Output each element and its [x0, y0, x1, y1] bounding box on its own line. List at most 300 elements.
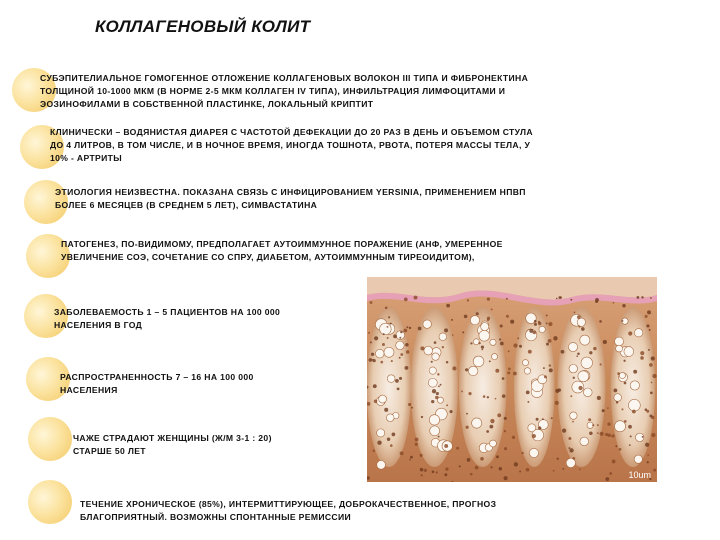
nucleus-dot: [436, 392, 439, 395]
nucleus-dot: [499, 467, 502, 470]
goblet-cell: [468, 366, 478, 376]
nucleus-dot: [558, 296, 561, 299]
nucleus-dot: [431, 400, 434, 403]
nucleus-dot: [413, 296, 417, 300]
nucleus-dot: [514, 344, 518, 348]
nucleus-dot: [496, 455, 499, 458]
nucleus-dot: [621, 320, 623, 322]
nucleus-dot: [431, 361, 433, 363]
nucleus-dot: [562, 468, 564, 470]
nucleus-dot: [573, 377, 575, 379]
nucleus-dot: [489, 425, 493, 429]
nucleus-dot: [507, 371, 510, 374]
nucleus-dot: [561, 350, 565, 354]
goblet-cell: [628, 399, 640, 411]
nucleus-dot: [519, 345, 522, 348]
nucleus-dot: [406, 350, 409, 353]
nucleus-dot: [538, 321, 540, 323]
nucleus-dot: [574, 312, 576, 314]
nucleus-dot: [510, 320, 514, 324]
nucleus-dot: [613, 302, 615, 304]
nucleus-dot: [628, 331, 632, 335]
nucleus-dot: [482, 349, 484, 351]
bullet-text: ТЕЧЕНИЕ ХРОНИЧЕСКОЕ (85%), ИНТЕРМИТТИРУЮЩЕЕ, ДОБРОКАЧЕСТВЕННОЕ, ПРОГНОЗ БЛАГОПРИЯТНЫЙ. ВОЗМОЖНЫ СПОНТАННЫЕ РЕМИССИИ: [80, 499, 497, 522]
nucleus-dot: [390, 323, 392, 325]
bullet-circle-icon: [28, 480, 72, 524]
nucleus-dot: [623, 360, 625, 362]
nucleus-dot: [368, 332, 370, 334]
goblet-cell: [473, 339, 479, 345]
nucleus-dot: [420, 468, 424, 472]
nucleus-dot: [462, 331, 464, 333]
goblet-cell: [380, 323, 392, 335]
nucleus-dot: [420, 346, 424, 350]
nucleus-dot: [399, 337, 401, 339]
nucleus-dot: [405, 366, 409, 370]
goblet-cell: [566, 458, 575, 467]
nucleus-dot: [405, 343, 409, 347]
nucleus-dot: [400, 331, 402, 333]
goblet-cell: [439, 333, 447, 341]
histology-micrograph: [367, 277, 657, 482]
nucleus-dot: [512, 436, 515, 439]
nucleus-dot: [487, 298, 490, 301]
nucleus-dot: [387, 337, 389, 339]
goblet-cell: [491, 354, 497, 360]
nucleus-dot: [600, 363, 602, 365]
nucleus-dot: [568, 437, 571, 440]
nucleus-dot: [436, 471, 438, 473]
nucleus-dot: [521, 452, 523, 454]
goblet-cell: [377, 461, 386, 470]
nucleus-dot: [418, 327, 422, 331]
nucleus-dot: [570, 299, 572, 301]
goblet-cell: [580, 335, 590, 345]
nucleus-dot: [544, 375, 547, 378]
bullet-circle-icon: [28, 417, 72, 461]
goblet-cell: [634, 455, 642, 463]
nucleus-dot: [444, 444, 448, 448]
nucleus-dot: [651, 356, 655, 360]
nucleus-dot: [502, 377, 505, 380]
goblet-cell: [429, 415, 439, 425]
nucleus-dot: [553, 470, 555, 472]
nucleus-dot: [576, 355, 578, 357]
nucleus-dot: [589, 431, 593, 435]
nucleus-dot: [399, 357, 401, 359]
nucleus-dot: [546, 343, 549, 346]
nucleus-dot: [650, 392, 653, 395]
nucleus-dot: [371, 353, 374, 356]
nucleus-dot: [624, 382, 627, 385]
nucleus-dot: [487, 396, 489, 398]
nucleus-dot: [465, 368, 468, 371]
goblet-cell: [616, 345, 623, 352]
goblet-cell: [615, 337, 624, 346]
nucleus-dot: [409, 327, 411, 329]
nucleus-dot: [420, 454, 423, 457]
nucleus-dot: [421, 416, 423, 418]
goblet-cell: [619, 372, 625, 378]
nucleus-dot: [624, 420, 627, 423]
nucleus-dot: [440, 384, 442, 386]
nucleus-dot: [617, 372, 620, 375]
nucleus-dot: [452, 366, 456, 370]
goblet-cell: [524, 368, 530, 374]
goblet-cell: [615, 421, 626, 432]
nucleus-dot: [600, 432, 604, 436]
nucleus-dot: [480, 457, 484, 461]
nucleus-dot: [548, 322, 552, 326]
nucleus-dot: [404, 298, 408, 302]
goblet-cell: [424, 346, 433, 355]
nucleus-dot: [549, 364, 551, 366]
nucleus-dot: [372, 450, 374, 452]
nucleus-dot: [434, 341, 437, 344]
nucleus-dot: [495, 398, 497, 400]
bullet-text: КЛИНИЧЕСКИ – ВОДЯНИСТАЯ ДИАРЕЯ С ЧАСТОТОЙ ДЕФЕКАЦИИ ДО 20 РАЗ В ДЕНЬ И ОБЪЕМОМ СТУЛА ДО 4 ЛИТРОВ, В ТОМ ЧИСЛЕ, И В НОЧНОЕ ВРЕМЯ, ИНОГДА ТОШНОТА, РВОТА, ПОТЕРЯ МАССЫ ТЕЛА, У 10% - АРТРИТЫ: [50, 127, 533, 163]
nucleus-dot: [621, 408, 623, 410]
nucleus-dot: [615, 445, 617, 447]
scale-bar-label: 10um: [628, 470, 651, 480]
nucleus-dot: [446, 361, 448, 363]
nucleus-dot: [647, 310, 651, 314]
nucleus-dot: [647, 461, 649, 463]
nucleus-dot: [506, 298, 508, 300]
nucleus-dot: [645, 315, 648, 318]
nucleus-dot: [438, 385, 440, 387]
nucleus-dot: [636, 296, 639, 299]
slide-title: КОЛЛАГЕНОВЫЙ КОЛИТ: [95, 17, 311, 36]
nucleus-dot: [588, 418, 591, 421]
nucleus-dot: [649, 415, 652, 418]
nucleus-dot: [607, 422, 610, 425]
nucleus-dot: [502, 394, 505, 397]
nucleus-dot: [470, 342, 472, 344]
nucleus-dot: [449, 410, 452, 413]
nucleus-dot: [597, 396, 601, 400]
goblet-cell: [429, 367, 436, 374]
bullet-text: СУБЭПИТЕЛИАЛЬНОЕ ГОМОГЕННОЕ ОТЛОЖЕНИЕ КОЛЛАГЕНОВЫХ ВОЛОКОН III ТИПА И ФИБРОНЕКТИНА ТОЛЩИНОЙ 10-1000 МКМ (В НОРМЕ 2-5 МКМ КОЛЛАГЕН IV ТИПА), ИНФИЛЬТРАЦИЯ ЛИМФОЦИТАМИ И ЭОЗИНОФИЛАМИ В СОБСТВЕННОЙ ПЛАСТИНКЕ, ЛОКАЛЬНЫЙ КРИПТИТ: [40, 73, 529, 109]
nucleus-dot: [579, 469, 581, 471]
goblet-cell: [490, 440, 497, 447]
nucleus-dot: [478, 342, 480, 344]
nucleus-dot: [406, 326, 408, 328]
goblet-cell: [473, 356, 484, 367]
nucleus-dot: [612, 460, 616, 464]
nucleus-dot: [646, 324, 649, 327]
goblet-cell: [423, 320, 431, 328]
nucleus-dot: [548, 339, 552, 343]
nucleus-dot: [476, 312, 479, 315]
nucleus-dot: [374, 336, 378, 340]
nucleus-dot: [442, 346, 444, 348]
nucleus-dot: [400, 353, 403, 356]
nucleus-dot: [581, 327, 585, 331]
nucleus-dot: [491, 466, 493, 468]
nucleus-dot: [641, 296, 643, 298]
nucleus-dot: [616, 401, 618, 403]
goblet-cell: [569, 364, 578, 373]
goblet-cell: [624, 347, 634, 357]
goblet-cell: [568, 342, 577, 351]
nucleus-dot: [573, 457, 576, 460]
nucleus-dot: [392, 433, 396, 437]
goblet-cell: [614, 394, 622, 402]
nucleus-dot: [504, 476, 508, 480]
nucleus-dot: [387, 438, 390, 441]
nucleus-dot: [504, 417, 507, 420]
nucleus-dot: [391, 360, 393, 362]
nucleus-dot: [377, 440, 381, 444]
nucleus-dot: [397, 387, 400, 390]
nucleus-dot: [640, 356, 644, 360]
nucleus-dot: [605, 477, 609, 481]
nucleus-dot: [410, 456, 413, 459]
nucleus-dot: [415, 438, 419, 442]
nucleus-dot: [420, 474, 422, 476]
histology-image: [367, 277, 657, 482]
nucleus-dot: [542, 418, 544, 420]
goblet-cell: [387, 375, 395, 383]
nucleus-dot: [568, 447, 570, 449]
nucleus-dot: [572, 421, 574, 423]
nucleus-dot: [445, 467, 448, 470]
nucleus-dot: [557, 458, 559, 460]
nucleus-dot: [527, 401, 529, 403]
nucleus-dot: [630, 435, 632, 437]
nucleus-dot: [464, 315, 468, 319]
nucleus-dot: [504, 447, 507, 450]
nucleus-dot: [619, 448, 622, 451]
nucleus-dot: [370, 301, 373, 304]
nucleus-dot: [609, 472, 612, 475]
goblet-cell: [386, 414, 394, 422]
goblet-cell: [377, 429, 385, 437]
nucleus-dot: [403, 329, 407, 333]
nucleus-dot: [556, 298, 558, 300]
nucleus-dot: [578, 386, 582, 390]
nucleus-dot: [438, 436, 440, 438]
goblet-cell: [539, 326, 545, 332]
nucleus-dot: [517, 337, 519, 339]
nucleus-dot: [370, 341, 372, 343]
nucleus-dot: [466, 413, 468, 415]
nucleus-dot: [499, 338, 501, 340]
nucleus-dot: [390, 444, 393, 447]
nucleus-dot: [424, 469, 427, 472]
bullet-text: ЭТИОЛОГИЯ НЕИЗВЕСТНА. ПОКАЗАНА СВЯЗЬ С ИНФИЦИРОВАНИЕМ YERSINIA, ПРИМЕНЕНИЕМ НПВП БОЛЕЕ 6 МЕСЯЦЕВ (В СРЕДНЕМ 5 ЛЕТ), СИМВАСТАТИНА: [55, 187, 526, 210]
goblet-cell: [375, 349, 384, 358]
nucleus-dot: [579, 326, 581, 328]
nucleus-dot: [461, 391, 463, 393]
nucleus-dot: [500, 324, 503, 327]
nucleus-dot: [570, 395, 572, 397]
nucleus-dot: [483, 395, 486, 398]
nucleus-dot: [382, 343, 385, 346]
nucleus-dot: [640, 351, 644, 355]
nucleus-dot: [642, 436, 644, 438]
nucleus-dot: [486, 430, 489, 433]
nucleus-dot: [456, 447, 459, 450]
nucleus-dot: [372, 359, 374, 361]
nucleus-dot: [526, 390, 530, 394]
nucleus-dot: [489, 360, 491, 362]
nucleus-dot: [646, 410, 649, 413]
nucleus-dot: [444, 473, 447, 476]
nucleus-dot: [528, 350, 532, 354]
nucleus-dot: [495, 369, 499, 373]
nucleus-dot: [508, 350, 510, 352]
goblet-cell: [634, 329, 642, 337]
nucleus-dot: [470, 473, 473, 476]
goblet-cell: [570, 412, 577, 419]
nucleus-dot: [437, 373, 439, 375]
nucleus-dot: [400, 451, 404, 455]
goblet-cell: [490, 339, 496, 345]
nucleus-dot: [504, 430, 506, 432]
nucleus-dot: [613, 389, 617, 393]
nucleus-dot: [487, 319, 489, 321]
nucleus-dot: [408, 403, 411, 406]
nucleus-dot: [374, 400, 378, 404]
nucleus-dot: [532, 434, 536, 438]
nucleus-dot: [653, 469, 656, 472]
nucleus-dot: [546, 323, 548, 325]
nucleus-dot: [435, 396, 438, 399]
nucleus-dot: [649, 329, 651, 331]
nucleus-dot: [633, 370, 637, 374]
nucleus-dot: [468, 392, 471, 395]
nucleus-dot: [519, 471, 521, 473]
nucleus-dot: [466, 426, 469, 429]
nucleus-dot: [536, 418, 539, 421]
nucleus-dot: [651, 433, 655, 437]
nucleus-dot: [607, 433, 611, 437]
nucleus-dot: [451, 319, 453, 321]
bullet-text: РАСПРОСТРАНЕННОСТЬ 7 – 16 НА 100 000 НАСЕЛЕНИЯ: [60, 372, 254, 395]
nucleus-dot: [577, 315, 581, 319]
nucleus-dot: [648, 349, 650, 351]
bullet-text: ЗАБОЛЕВАЕМОСТЬ 1 – 5 ПАЦИЕНТОВ НА 100 000 НАСЕЛЕНИЯ В ГОД: [54, 307, 281, 330]
nucleus-dot: [526, 468, 530, 472]
nucleus-dot: [593, 347, 596, 350]
nucleus-dot: [369, 358, 373, 362]
nucleus-dot: [577, 352, 580, 355]
nucleus-dot: [551, 417, 553, 419]
nucleus-dot: [415, 443, 418, 446]
nucleus-dot: [632, 410, 636, 414]
nucleus-dot: [384, 408, 388, 412]
goblet-cell: [630, 381, 639, 390]
nucleus-dot: [622, 304, 625, 307]
nucleus-dot: [373, 384, 377, 388]
nucleus-dot: [481, 345, 484, 348]
nucleus-dot: [651, 382, 653, 384]
nucleus-dot: [452, 334, 454, 336]
goblet-cell: [396, 341, 405, 350]
nucleus-dot: [514, 462, 518, 466]
nucleus-dot: [387, 326, 389, 328]
nucleus-dot: [383, 333, 385, 335]
nucleus-dot: [532, 331, 536, 335]
goblet-cell: [379, 395, 387, 403]
goblet-cell: [479, 330, 490, 341]
nucleus-dot: [569, 448, 573, 452]
goblet-cell: [522, 360, 528, 366]
goblet-cell: [581, 357, 592, 368]
nucleus-dot: [385, 306, 388, 309]
nucleus-dot: [597, 424, 599, 426]
nucleus-dot: [388, 316, 390, 318]
bullet-text: ПАТОГЕНЕЗ, ПО-ВИДИМОМУ, ПРЕДПОЛАГАЕТ АУТОИММУННОЕ ПОРАЖЕНИЕ (АНФ, УМЕРЕННОЕ УВЕЛИЧЕНИЕ СОЭ, СОЧЕТАНИЕ СО СПРУ, ДИАБЕТОМ, АУТОИММУННЫМ ТИРЕОИДИТОМ),: [61, 239, 503, 262]
goblet-cell: [432, 353, 439, 360]
goblet-cell: [472, 418, 482, 428]
nucleus-dot: [446, 304, 450, 308]
nucleus-dot: [592, 424, 594, 426]
nucleus-dot: [602, 409, 605, 412]
nucleus-dot: [497, 413, 501, 417]
nucleus-dot: [446, 404, 448, 406]
nucleus-dot: [603, 340, 607, 344]
nucleus-dot: [607, 407, 609, 409]
goblet-cell: [481, 323, 489, 331]
nucleus-dot: [562, 429, 566, 433]
nucleus-dot: [393, 334, 397, 338]
goblet-cell: [470, 316, 479, 325]
nucleus-dot: [432, 471, 435, 474]
nucleus-dot: [597, 432, 599, 434]
goblet-cell: [430, 426, 440, 436]
nucleus-dot: [647, 454, 649, 456]
nucleus-dot: [534, 320, 537, 323]
nucleus-dot: [649, 363, 653, 367]
bullet-text: ЧАЖЕ СТРАДАЮТ ЖЕНЩИНЫ (Ж/М 3-1 : 20) СТАРШЕ 50 ЛЕТ: [73, 433, 272, 456]
goblet-cell: [529, 448, 538, 457]
nucleus-dot: [645, 443, 649, 447]
nucleus-dot: [589, 351, 592, 354]
nucleus-dot: [611, 434, 614, 437]
goblet-cell: [577, 318, 585, 326]
nucleus-dot: [500, 342, 504, 346]
nucleus-dot: [444, 328, 448, 332]
nucleus-dot: [650, 297, 652, 299]
nucleus-dot: [380, 361, 383, 364]
nucleus-dot: [475, 466, 479, 470]
nucleus-dot: [490, 419, 494, 423]
nucleus-dot: [558, 388, 561, 391]
nucleus-dot: [543, 367, 545, 369]
nucleus-dot: [629, 444, 631, 446]
nucleus-dot: [491, 308, 493, 310]
nucleus-dot: [652, 374, 656, 378]
nucleus-dot: [628, 425, 632, 429]
nucleus-dot: [546, 314, 548, 316]
nucleus-dot: [411, 407, 413, 409]
nucleus-dot: [555, 401, 559, 405]
nucleus-dot: [459, 465, 461, 467]
goblet-cell: [583, 388, 592, 397]
goblet-cell: [578, 371, 589, 382]
nucleus-dot: [599, 320, 602, 323]
nucleus-dot: [513, 372, 517, 376]
nucleus-dot: [553, 336, 557, 340]
nucleus-dot: [409, 459, 411, 461]
nucleus-dot: [508, 368, 511, 371]
nucleus-dot: [395, 379, 399, 383]
nucleus-dot: [399, 377, 402, 380]
nucleus-dot: [467, 299, 469, 301]
